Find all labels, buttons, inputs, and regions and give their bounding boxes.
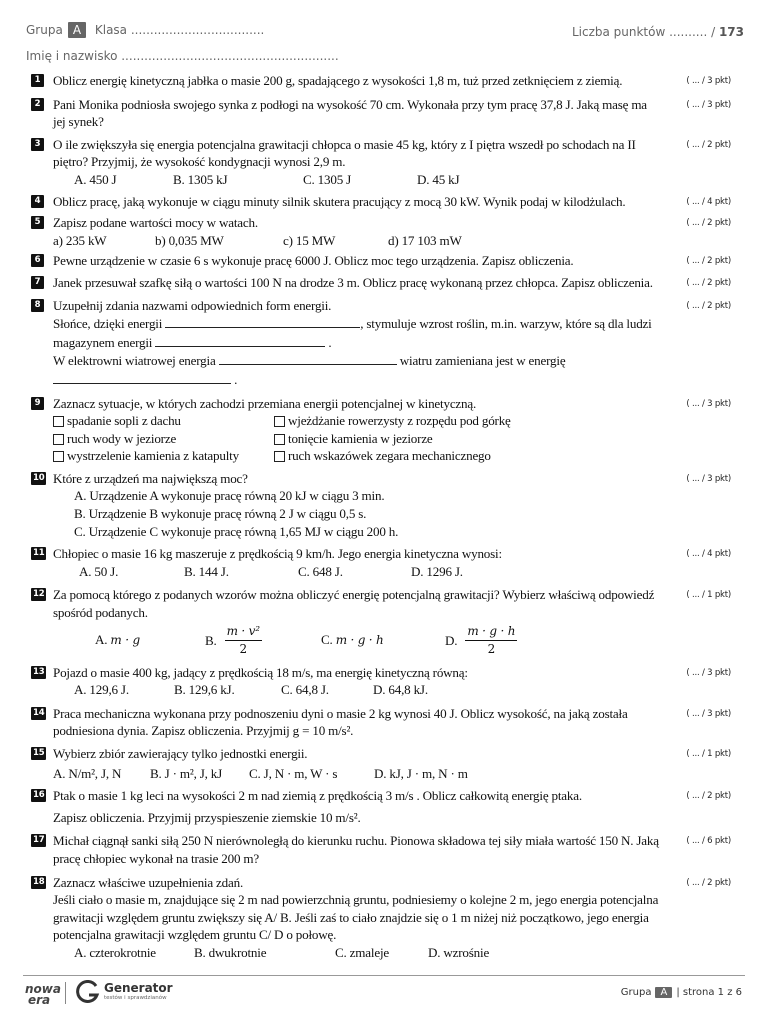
page-indicator <box>621 987 742 998</box>
answer-option[interactable]: D. 45 kJ <box>417 171 460 187</box>
question-number: 12 <box>33 589 45 600</box>
answer-option[interactable]: B. dwukrotnie <box>194 944 267 960</box>
sentence-part: magazynem energii <box>53 334 153 350</box>
question-points: ( ... / 3 pkt) <box>686 398 731 409</box>
answer-option[interactable]: c) 15 MW <box>283 232 336 248</box>
question-number: 13 <box>33 666 45 677</box>
checkbox-item[interactable] <box>53 412 274 430</box>
question-15 <box>31 745 731 782</box>
sentence-part: W elektrowni wiatrowej energia <box>53 353 216 369</box>
footer-grupa-badge: A <box>655 987 672 998</box>
question-number: 5 <box>31 216 44 229</box>
question-text: Oblicz pracę, jaką wykonuje w ciągu minuty silnik skutera pracujący z mocą 30 kW. Wynik podaj w kilodżulach. <box>53 193 626 209</box>
question-number: 17 <box>33 835 45 846</box>
question-points: ( ... / 3 pkt) <box>686 667 731 678</box>
question-points: ( ... / 3 pkt) <box>686 708 731 719</box>
answer-option[interactable]: A. 450 J <box>74 171 117 187</box>
question-text: Które z urządzeń ma największą moc? <box>53 470 248 486</box>
sentence-part: . <box>234 371 238 387</box>
question-instruction: Zapisz obliczenia. Przyjmij przyspieszenie ziemskie 10 m/s². <box>53 809 361 825</box>
question-2 <box>31 96 731 131</box>
question-points: ( ... / 1 pkt) <box>686 749 731 759</box>
question-11 <box>31 545 731 580</box>
answer-blank[interactable] <box>53 370 231 384</box>
generator-logo <box>76 980 206 1006</box>
answer-option[interactable]: D. 64,8 kJ. <box>373 682 428 698</box>
formula: m · g · h <box>335 633 384 648</box>
question-points: ( ... / 2 pkt) <box>686 791 731 802</box>
question-number: 18 <box>33 876 45 887</box>
checkbox-label: ruch wody w jeziorze <box>67 430 177 446</box>
grupa-label: Grupa <box>26 23 63 37</box>
nowa-era-logo <box>25 984 61 1006</box>
question-text: Praca mechaniczna wykonana przy podnoszeniu dyni o masie 2 kg wynosi 40 J. Oblicz wysokość, na jaką została podniesiona dynia. Zapisz obliczenia. Przyjmij g = 10 m/s². <box>53 705 628 739</box>
checkbox-item[interactable] <box>53 447 274 465</box>
checkbox-item[interactable] <box>53 430 274 448</box>
checkbox[interactable] <box>53 434 64 445</box>
answer-option[interactable]: B. 1305 kJ <box>173 171 228 187</box>
answer-option[interactable]: C. 1305 J <box>303 171 352 187</box>
question-text: Zaznacz właściwe uzupełnienia zdań. <box>53 874 244 890</box>
checkbox-item[interactable] <box>274 412 511 430</box>
fraction <box>465 623 517 658</box>
question-text: Zapisz podane wartości mocy w watach. <box>53 215 258 231</box>
question-points: ( ... / 2 pkt) <box>686 218 731 229</box>
answer-blank[interactable] <box>165 314 360 328</box>
sentence-part: , stymuluje wzrost roślin, m.in. warzyw, które są dla ludzi <box>360 316 652 332</box>
footer-grupa-label: Grupa <box>620 987 652 998</box>
klasa-field: Klasa ................................... <box>94 23 265 37</box>
checkbox[interactable] <box>274 451 285 462</box>
answer-option[interactable] <box>205 623 321 658</box>
denominator: 2 <box>487 642 495 657</box>
question-points: ( ... / 2 pkt) <box>686 139 731 150</box>
checkbox-label: ruch wskazówek zegara mechanicznego <box>288 448 491 464</box>
question-number: 1 <box>31 74 44 87</box>
question-number: 16 <box>33 790 45 801</box>
checkbox[interactable] <box>274 416 285 427</box>
sentence-part: . <box>328 334 332 350</box>
question-text: Wybierz zbiór zawierający tylko jednostki energii. <box>53 746 308 761</box>
question-points: ( ... / 2 pkt) <box>686 877 731 888</box>
question-1 <box>31 72 731 90</box>
answer-option[interactable]: B. 129,6 kJ. <box>174 682 235 698</box>
question-12 <box>31 586 731 659</box>
question-number: 9 <box>31 397 44 410</box>
answer-blank[interactable] <box>219 351 397 365</box>
question-number: 4 <box>31 195 44 208</box>
question-6 <box>31 252 731 270</box>
checkbox-label: wystrzelenie kamienia z katapulty <box>67 448 239 464</box>
answer-option[interactable]: A. 50 J. <box>79 563 119 579</box>
grupa-badge: A <box>68 22 86 38</box>
answer-option[interactable]: C. 64,8 J. <box>281 682 329 698</box>
question-7 <box>31 274 731 292</box>
answer-option[interactable]: A. N/m², J, N <box>53 765 122 781</box>
checkbox-label: wjeżdżanie rowerzysty z rozpędu pod górkę <box>288 413 511 429</box>
question-number: 8 <box>31 299 44 312</box>
question-points: ( ... / 1 pkt) <box>686 590 731 601</box>
answer-option[interactable]: B. Urządzenie B wykonuje pracę równą 2 J w ciągu 0,5 s. <box>74 506 367 522</box>
question-number: 14 <box>33 707 45 718</box>
checkbox-item[interactable] <box>274 430 433 448</box>
question-3 <box>31 136 731 189</box>
answer-option[interactable]: B. J · m², J, kJ <box>150 765 223 781</box>
question-17 <box>31 832 731 867</box>
question-points: ( ... / 3 pkt) <box>686 99 731 110</box>
question-text: Zaznacz sytuacje, w których zachodzi przemiana energii potencjalnej w kinetyczną. <box>53 395 477 411</box>
logo-text: era <box>28 993 51 1007</box>
checkbox[interactable] <box>53 451 64 462</box>
question-points: ( ... / 3 pkt) <box>686 76 731 86</box>
points-summary <box>572 25 744 39</box>
checkbox-label: spadanie sopli z dachu <box>67 413 181 429</box>
question-18 <box>31 874 731 962</box>
question-text: Michał ciągnął sanki siłą 250 N nierównoległą do kierunku ruchu. Pionowa składowa tej siły miała wartość 150 N. Jaką pracę chłopiec wykonał na trasie 200 m? <box>53 833 659 866</box>
page-number: | strona 1 z 6 <box>676 987 742 998</box>
question-points: ( ... / 2 pkt) <box>686 256 731 267</box>
answer-option[interactable]: D. 1296 J. <box>411 563 463 579</box>
answer-option[interactable] <box>95 631 205 650</box>
formula: m · g <box>110 633 140 648</box>
answer-option[interactable]: A. Urządzenie A wykonuje pracę równą 20 kJ w ciągu 3 min. <box>74 488 385 504</box>
answer-option[interactable]: C. Urządzenie C wykonuje pracę równą 1,65 MJ w ciągu 200 h. <box>74 523 399 539</box>
question-text: Ptak o masie 1 kg leci na wysokości 2 m nad ziemią z prędkością 3 m/s . Oblicz całkowitą energię ptaka. <box>53 788 582 804</box>
generator-name: Generator <box>104 981 173 995</box>
question-number: 6 <box>31 254 44 267</box>
checkbox-label: tonięcie kamienia w jeziorze <box>288 430 433 446</box>
footer-divider <box>23 975 745 976</box>
sentence-part: wiatru zamieniana jest w energię <box>399 353 566 369</box>
option-label: A. <box>95 632 108 648</box>
answer-option[interactable]: A. czterokrotnie <box>74 944 156 960</box>
answer-option[interactable] <box>445 623 517 658</box>
total-points: 173 <box>718 25 744 39</box>
generator-g-icon <box>76 980 100 1004</box>
question-14 <box>31 705 731 740</box>
question-5 <box>31 214 731 249</box>
sentence-part: Słońce, dzięki energii <box>53 316 163 332</box>
numerator: m · v² <box>225 623 262 641</box>
checkbox[interactable] <box>274 434 285 445</box>
question-points: ( ... / 4 pkt) <box>686 549 731 560</box>
answer-option[interactable]: a) 235 kW <box>53 232 107 248</box>
answer-option[interactable]: b) 0,035 MW <box>155 232 224 248</box>
denominator: 2 <box>239 642 247 657</box>
question-text: O ile zwiększyła się energia potencjalna grawitacji chłopca o masie 45 kg, który z I piętra wszedł po schodach na II piętro? Przyjmij, że wysokość kondygnacji wynosi 2,9 m. <box>53 136 636 170</box>
question-4 <box>31 193 731 211</box>
name-field: Imię i nazwisko ......................................................... <box>26 49 339 63</box>
answer-option[interactable]: A. 129,6 J. <box>74 682 129 698</box>
answer-blank[interactable] <box>155 333 325 347</box>
question-text: Za pomocą którego z podanych wzorów można obliczyć energię potencjalną grawitacji? Wybierz właściwą odpowiedź spośród podanych. <box>53 587 655 621</box>
answer-option[interactable]: d) 17 103 mW <box>388 232 462 248</box>
question-number: 2 <box>31 98 44 111</box>
question-points: ( ... / 2 pkt) <box>686 300 731 311</box>
question-text: Chłopiec o masie 16 kg maszeruje z prędkością 9 km/h. Jego energia kinetyczna wynosi: <box>53 546 502 562</box>
question-text: Janek przesuwał szafkę siłą o wartości 100 N na drodze 3 m. Oblicz pracę wykonaną przez chłopca. Zapisz obliczenia. <box>53 274 653 290</box>
option-label: D. <box>445 632 458 648</box>
option-label: B. <box>205 632 217 648</box>
generator-subtitle: testów i sprawdzianów <box>104 995 167 1001</box>
question-text: Pani Monika podniosła swojego synka z podłogi na wysokość 70 cm. Wykonała przy tym pracę 37,8 J. Jaką masę ma jej synek? <box>53 96 647 130</box>
question-text: Uzupełnij zdania nazwami odpowiednich form energii. <box>53 297 332 313</box>
logo-text: nowa <box>25 982 61 996</box>
question-text: Oblicz energię kinetyczną jabłka o masie 200 g, spadającego z wysokości 1,8 m, tuż przed zetknięciem z ziemią. <box>53 73 623 88</box>
numerator: m · g · h <box>465 623 517 641</box>
question-number: 11 <box>33 548 45 559</box>
question-body: Jeśli ciało o masie m, znajdujące się 2 m nad powierzchnią gruntu, podniesiemy o kolejne 2 m, jego energia potencjalna grawitacji względem gruntu zwiększy się A/ B. Jeśli zaś to ciało znajdzie się o 1 m niżej niż początkowo, jego energia potencjalna grawitacji względem gruntu C/ D o połowę. <box>53 892 659 943</box>
question-number: 7 <box>31 276 44 289</box>
question-number: 10 <box>33 472 45 483</box>
question-points: ( ... / 2 pkt) <box>686 277 731 288</box>
answer-option[interactable]: C. 648 J. <box>298 563 343 579</box>
question-text: Pojazd o masie 400 kg, jadący z prędkością 18 m/s, ma energię kinetyczną równą: <box>53 664 468 680</box>
answer-option[interactable]: D. wzrośnie <box>428 944 490 960</box>
answer-option[interactable]: D. kJ, J · m, N · m <box>374 765 468 781</box>
checkbox-item[interactable] <box>274 447 491 465</box>
question-points: ( ... / 3 pkt) <box>686 473 731 484</box>
question-16 <box>31 787 731 826</box>
question-10 <box>31 470 731 540</box>
logo-separator <box>65 982 66 1004</box>
question-9 <box>31 395 731 465</box>
question-13 <box>31 664 731 699</box>
points-label: Liczba punktów .......... / <box>571 25 716 39</box>
question-number: 15 <box>33 748 45 758</box>
question-8 <box>31 297 731 389</box>
answer-option[interactable] <box>321 631 445 650</box>
answer-option[interactable]: C. J, N · m, W · s <box>249 765 338 781</box>
page-header <box>26 22 744 63</box>
option-label: C. <box>321 632 333 648</box>
question-text: Pewne urządzenie w czasie 6 s wykonuje pracę 6000 J. Oblicz moc tego urządzenia. Zapisz obliczenia. <box>53 253 574 269</box>
answer-option[interactable]: C. zmaleje <box>335 944 389 960</box>
question-points: ( ... / 4 pkt) <box>686 196 731 207</box>
question-number: 3 <box>31 138 44 151</box>
checkbox[interactable] <box>53 416 64 427</box>
answer-option[interactable]: B. 144 J. <box>184 563 229 579</box>
question-points: ( ... / 6 pkt) <box>686 836 731 847</box>
question-list <box>31 72 731 962</box>
fraction <box>225 623 262 658</box>
